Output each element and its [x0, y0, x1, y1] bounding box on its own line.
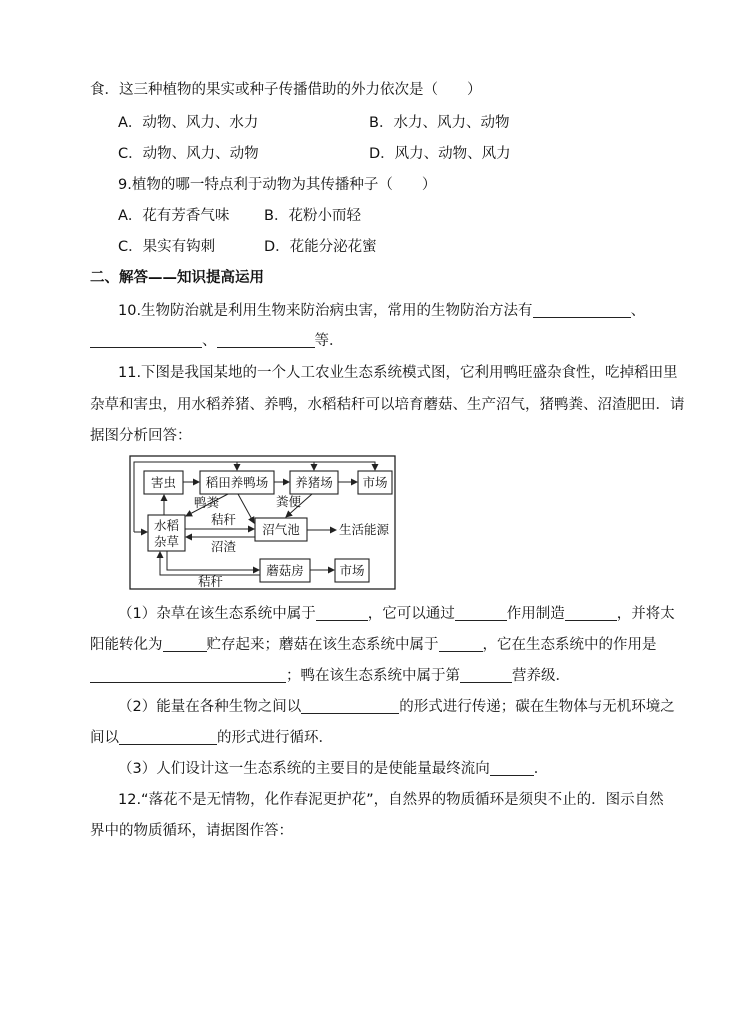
label-mushroom: 蘑菇房 — [266, 563, 304, 578]
label-duck-manure: 鸭粪 — [194, 495, 220, 510]
q11-1-blank-7[interactable] — [460, 667, 512, 683]
q10-end: 等． — [314, 333, 344, 349]
q9-option-d: D．花能分泌花蜜 — [264, 239, 377, 255]
q11-1-blank-5[interactable] — [439, 636, 483, 652]
label-pig-farm: 养猪场 — [295, 475, 333, 490]
q10-text: 10.生物防治就是利用生物来防治病虫害，常用的生物防治方法有 — [118, 303, 533, 319]
label-dung: 粪便 — [276, 494, 302, 509]
q10-separator-2: 、 — [202, 333, 217, 349]
q11-2-text-c: 间以 — [90, 730, 119, 746]
q11-line3: 据图分析回答： — [90, 428, 192, 444]
q11-2-text-a: （2）能量在各种生物之间以 — [118, 699, 302, 715]
q11-1-line1 — [118, 605, 675, 623]
label-weeds: 杂草 — [153, 534, 180, 549]
q11-1-blank-6[interactable] — [90, 667, 286, 683]
label-residue: 沼渣 — [211, 539, 237, 554]
label-market-2: 市场 — [339, 563, 365, 578]
q11-3-text-a: （3）人们设计这一生态系统的主要目的是使能量最终流向 — [118, 761, 490, 777]
label-biogas: 沼气池 — [262, 522, 300, 537]
arrow-mushroom-to-rice — [160, 552, 260, 575]
q11-1-text-i: 营养级． — [512, 668, 570, 684]
q12-line1: 12.“落花不是无情物，化作春泥更护花”，自然界的物质循环是须臾不止的．图示自然 — [118, 792, 664, 808]
q11-3-text-b: ． — [533, 761, 549, 777]
q11-3-blank[interactable] — [490, 760, 534, 776]
q11-2-blank-1[interactable] — [301, 698, 399, 714]
label-straw-1: 秸秆 — [211, 512, 237, 527]
q11-1-line3 — [90, 667, 570, 685]
q11-line1: 11.下图是我国某地的一个人工农业生态系统模式图，它利用鸭旺盛杂食性，吃掉稻田里 — [118, 365, 678, 381]
q10-separator: 、 — [630, 303, 646, 319]
q11-1-blank-3[interactable] — [565, 605, 617, 621]
label-pest: 害虫 — [150, 475, 177, 490]
q8-continuation: 食．这三种植物的果实或种子传播借助的外力依次是（ ） — [90, 82, 482, 98]
q11-1-blank-2[interactable] — [455, 605, 507, 621]
q11-2-blank-2[interactable] — [119, 729, 217, 745]
q11-1-text-h: ；鸭在该生态系统中属于第 — [286, 668, 460, 684]
q9-stem: 9.植物的哪一特点利于动物为其传播种子（ ） — [118, 177, 437, 193]
q9-option-a: A．花有芳香气味 — [118, 208, 230, 224]
q11-1-text-a: （1）杂草在该生态系统中属于 — [118, 606, 316, 622]
q11-2-line1 — [118, 698, 675, 716]
arrow-duck-to-biogas — [238, 494, 254, 523]
q9-option-c: C．果实有钩刺 — [118, 239, 216, 255]
label-duck-farm: 稻田养鸭场 — [205, 475, 269, 490]
q8-option-c: C．动物、风力、动物 — [118, 146, 259, 162]
q11-1-text-b: ，它可以通过 — [367, 606, 455, 622]
q8-option-d: D．风力、动物、风力 — [369, 146, 511, 162]
q8-option-b: B．水力、风力、动物 — [369, 115, 510, 131]
q9-option-b: B．花粉小而轻 — [264, 208, 361, 224]
q11-line2: 杂草和害虫，用水稻养猪、养鸭，水稻秸秆可以培育蘑菇、生产沼气，猪鸭粪、沼渣肥田．请 — [90, 397, 685, 413]
label-market-1: 市场 — [362, 475, 388, 490]
q11-1-blank-1[interactable] — [316, 605, 368, 621]
q11-1-text-d: ，并将太 — [616, 606, 675, 622]
q11-1-text-c: 作用制造 — [506, 606, 565, 622]
q11-1-text-g: ，它在生态系统中的作用是 — [482, 637, 657, 653]
label-straw-2: 秸秆 — [198, 574, 224, 589]
q11-1-text-e: 阳能转化为 — [90, 637, 163, 653]
q11-2-line2 — [90, 729, 333, 747]
q11-1-blank-4[interactable] — [163, 636, 207, 652]
label-energy: 生活能源 — [339, 522, 390, 537]
q8-option-a: A．动物、风力、水力 — [118, 115, 259, 131]
label-rice: 水稻 — [153, 518, 180, 533]
section-heading: 二、解答——知识提高运用 — [90, 270, 264, 286]
q11-2-text-d: 的形式进行循环． — [217, 730, 333, 746]
q12-line2: 界中的物质循环，请据图作答： — [90, 823, 293, 839]
q11-2-text-b: 的形式进行传递；碳在生物体与无机环境之 — [399, 699, 675, 715]
q11-1-text-f: 贮存起来；蘑菇在该生态系统中属于 — [206, 637, 439, 653]
q11-1-line2 — [90, 636, 657, 654]
q11-3-line — [118, 760, 548, 778]
